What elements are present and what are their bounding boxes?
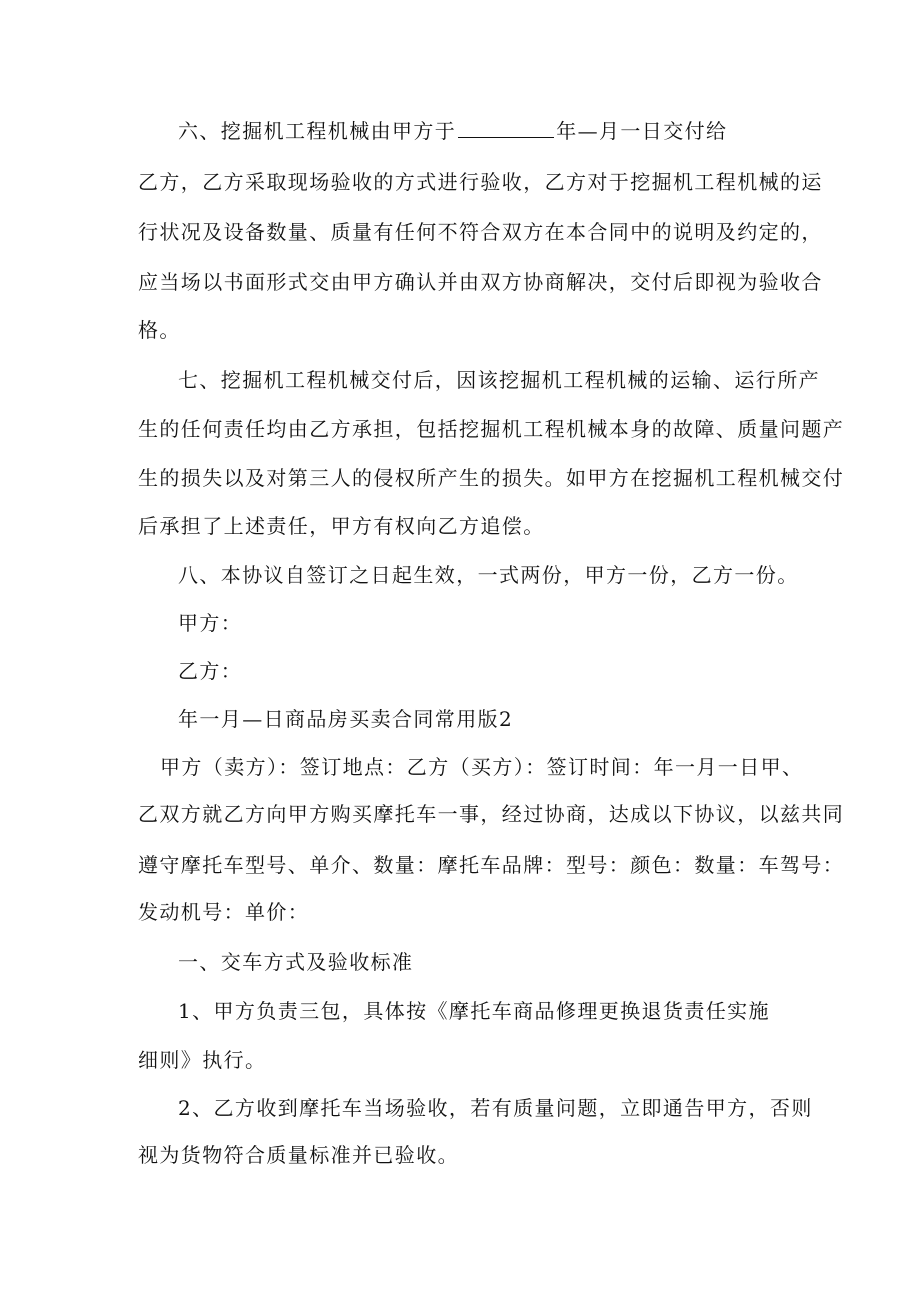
section-one-heading: 一、交车方式及验收标准 [178, 950, 414, 974]
paragraph-six-text-a: 六、挖掘机工程机械由甲方于 [178, 119, 457, 143]
clause-2-line-2: 视为货物符合质量标准并已验收。 [138, 1143, 459, 1167]
paragraph-six-line-1 [178, 117, 727, 145]
contract-title: 年一月—日商品房买卖合同常用版2 [178, 707, 514, 731]
paragraph-seven-line-1: 七、挖掘机工程机械交付后，因该挖掘机工程机械的运输、运行所产 [178, 368, 820, 392]
clause-1-line-2: 细则》执行。 [138, 1048, 267, 1072]
paragraph-six-text-b: 年—月一日交付给 [556, 119, 728, 143]
party-b-signature-label: 乙方： [178, 659, 243, 683]
clause-2-line-1: 2、乙方收到摩托车当场验收，若有质量问题，立即通告甲方，否则 [178, 1096, 813, 1120]
contract-intro-line-3: 遵守摩托车型号、单介、数量：摩托车品牌：型号：颜色：数量：车驾号： [138, 853, 845, 877]
paragraph-six-line-2: 乙方，乙方采取现场验收的方式进行验收，乙方对于挖掘机工程机械的运 [138, 170, 823, 194]
paragraph-eight: 八、本协议自签订之日起生效，一式两份，甲方一份，乙方一份。 [178, 563, 799, 587]
contract-intro-line-4: 发动机号：单价： [138, 900, 310, 924]
date-blank-underline [458, 119, 554, 138]
paragraph-six-line-4: 应当场以书面形式交由甲方确认并由双方协商解决，交付后即视为验收合 [138, 270, 823, 294]
paragraph-seven-line-2: 生的任何责任均由乙方承担，包括挖掘机工程机械本身的故障、质量问题产 [138, 417, 845, 441]
party-a-signature-label: 甲方： [178, 611, 243, 635]
contract-intro-line-1: 甲方（卖方）：签订地点：乙方（买方）：签订时间：年一月一日甲、 [160, 755, 804, 779]
paragraph-seven-line-3: 生的损失以及对第三人的侵权所产生的损失。如甲方在挖掘机工程机械交付 [138, 466, 845, 490]
paragraph-seven-line-4: 后承担了上述责任，甲方有权向乙方追偿。 [138, 514, 545, 538]
paragraph-six-line-5: 格。 [138, 318, 181, 342]
paragraph-six-line-3: 行状况及设备数量、质量有任何不符合双方在本合同中的说明及约定的， [138, 220, 823, 244]
clause-1-line-1: 1、甲方负责三包，具体按《摩托车商品修理更换退货责任实施 [178, 999, 770, 1023]
contract-intro-line-2: 乙双方就乙方向甲方购买摩托车一事，经过协商，达成以下协议，以兹共同 [138, 802, 845, 826]
